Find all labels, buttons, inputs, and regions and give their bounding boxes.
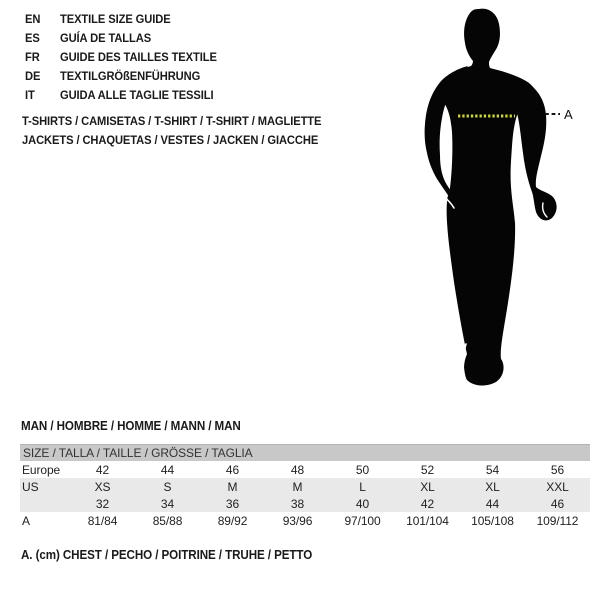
size-cell: 56 (550, 462, 565, 477)
size-cell: XS (70, 478, 135, 495)
row-label (20, 495, 70, 512)
size-cell: 38 (265, 495, 330, 512)
size-cell: 42 (395, 495, 460, 512)
category-list (22, 112, 344, 150)
size-table-header: SIZE / TALLA / TAILLE / GRÖSSE / TAGLIA (20, 445, 590, 462)
size-cell: 109/112 (536, 513, 579, 528)
size-cell: 85/88 (152, 513, 183, 528)
size-cell: 44 (460, 495, 525, 512)
language-row (25, 67, 229, 86)
size-cell: S (135, 478, 200, 495)
table-row-us (20, 478, 590, 495)
size-cell: 97/100 (344, 513, 381, 528)
table-row-europe (20, 461, 590, 478)
size-table (20, 444, 590, 529)
language-label: GUÍA DE TALLAS (60, 31, 152, 45)
category-line-tshirts: T-SHIRTS / CAMISETAS / T-SHIRT / T-SHIRT / MAGLIETTE (22, 114, 322, 128)
language-row (25, 10, 229, 29)
size-table-header-row (20, 445, 590, 462)
size-cell: 46 (225, 462, 240, 477)
language-row (25, 86, 229, 105)
size-cell: 89/92 (217, 513, 248, 528)
language-label: GUIDA ALLE TAGLIE TESSILI (60, 88, 214, 102)
language-label: TEXTILE SIZE GUIDE (60, 12, 171, 26)
row-label: US (20, 478, 70, 495)
language-code: ES (25, 31, 40, 45)
language-code: EN (25, 12, 41, 26)
language-code: DE (25, 69, 41, 83)
size-cell: 32 (70, 495, 135, 512)
size-cell: 93/96 (282, 513, 313, 528)
size-cell: 50 (355, 462, 370, 477)
size-cell: 48 (290, 462, 305, 477)
size-cell: 105/108 (471, 513, 514, 528)
size-cell: M (265, 478, 330, 495)
category-line-jackets: JACKETS / CHAQUETAS / VESTES / JACKEN / GIACCHE (22, 133, 319, 147)
size-cell: 42 (95, 462, 110, 477)
measure-label-a: A (564, 107, 573, 122)
language-row (25, 29, 229, 48)
size-cell: XL (460, 478, 525, 495)
language-code: IT (25, 88, 35, 102)
footnote-chest: A. (cm) CHEST / PECHO / POITRINE / TRUHE / PETTO (21, 548, 313, 562)
language-row (25, 48, 229, 67)
size-cell: L (330, 478, 395, 495)
table-row-chest-a (20, 512, 590, 529)
size-cell: XL (395, 478, 460, 495)
language-label: GUIDE DES TAILLES TEXTILE (60, 50, 217, 64)
size-cell: 52 (420, 462, 435, 477)
size-cell: 40 (330, 495, 395, 512)
size-cell: 44 (160, 462, 175, 477)
size-cell: 46 (525, 495, 590, 512)
size-cell: M (200, 478, 265, 495)
size-cell: 54 (485, 462, 500, 477)
man-silhouette-figure (380, 0, 600, 420)
size-cell: 34 (135, 495, 200, 512)
language-list (25, 10, 229, 105)
row-label: Europe (22, 462, 61, 477)
language-label: TEXTILGRÖßENFÜHRUNG (60, 69, 201, 83)
size-cell: XXL (525, 478, 590, 495)
size-cell: 36 (200, 495, 265, 512)
section-title-man: MAN / HOMBRE / HOMME / MANN / MAN (21, 419, 241, 433)
size-cell: 81/84 (87, 513, 118, 528)
size-cell: 101/104 (406, 513, 449, 528)
table-row-numeric (20, 495, 590, 512)
row-label: A (22, 513, 30, 528)
language-code: FR (25, 50, 40, 64)
